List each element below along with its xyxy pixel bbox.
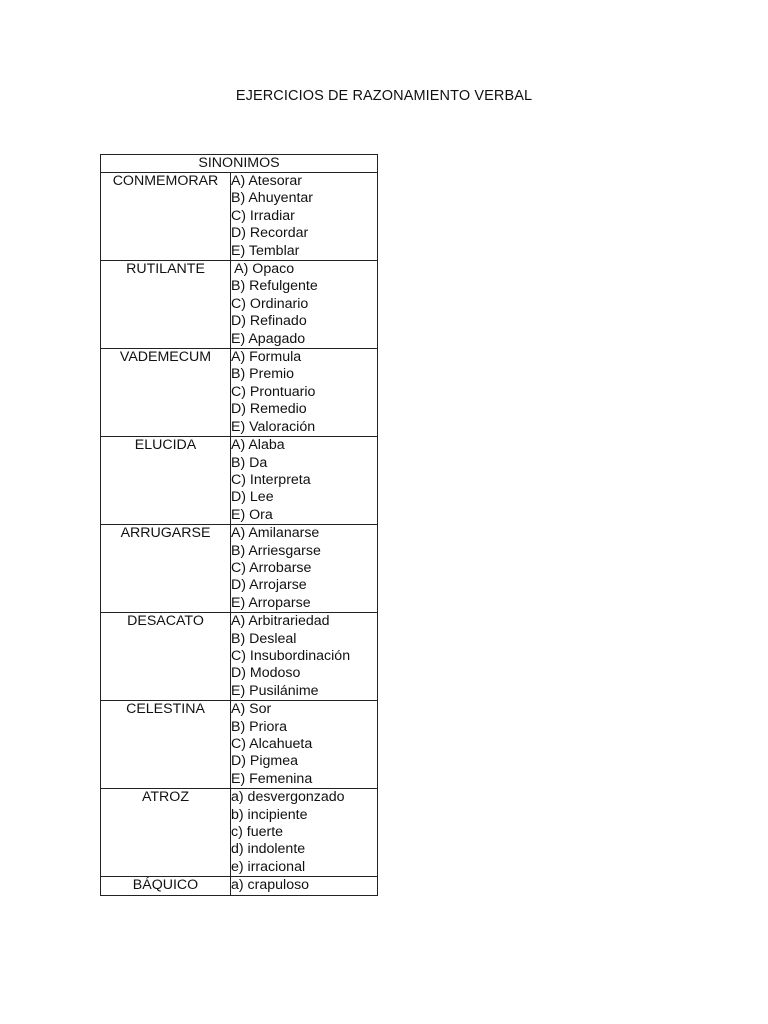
answer-option: D) Remedio (231, 401, 307, 418)
answer-options (231, 877, 378, 895)
table-row (101, 789, 378, 877)
answer-option: D) Refinado (231, 313, 307, 330)
answer-option: d) indolente (231, 841, 306, 858)
answer-option: A) Opaco (231, 261, 295, 278)
table-body (101, 173, 378, 896)
answer-option: B) Ahuyentar (231, 190, 314, 207)
answer-option: b) incipiente (231, 806, 308, 823)
answer-option: D) Lee (231, 489, 274, 506)
answer-options (231, 173, 378, 261)
answer-option: B) Premio (231, 366, 295, 383)
question-word: ELUCIDA (101, 437, 231, 525)
table-row (101, 877, 378, 895)
answer-options (231, 437, 378, 525)
answer-option: D) Modoso (231, 665, 301, 682)
table-row (101, 525, 378, 613)
answer-option: E) Femenina (231, 770, 313, 787)
answer-option: C) Insubordinación (231, 647, 351, 664)
question-word: RUTILANTE (101, 261, 231, 349)
answer-options (231, 525, 378, 613)
answer-option: E) Temblar (231, 242, 300, 259)
answer-option: C) Interpreta (231, 471, 311, 488)
answer-option: E) Apagado (231, 330, 306, 347)
answer-option: C) Irradiar (231, 207, 295, 224)
answer-option: c) fuerte (231, 824, 284, 841)
table-row (101, 261, 378, 349)
answer-options (231, 701, 378, 789)
answer-option: A) Arbitrariedad (231, 613, 330, 630)
question-word: VADEMECUM (101, 349, 231, 437)
answer-option: C) Prontuario (231, 383, 316, 400)
answer-options (231, 789, 378, 877)
table-row (101, 701, 378, 789)
question-word: ATROZ (101, 789, 231, 877)
question-word: CONMEMORAR (101, 173, 231, 261)
answer-option: E) Pusilánime (231, 682, 319, 699)
synonyms-table (100, 154, 378, 896)
question-word: DESACATO (101, 613, 231, 701)
table-row (101, 613, 378, 701)
answer-option: D) Recordar (231, 225, 309, 242)
answer-option: C) Alcahueta (231, 736, 313, 752)
answer-options (231, 261, 378, 349)
question-word: CELESTINA (101, 701, 231, 789)
answer-option: e) irracional (231, 858, 306, 875)
answer-option: a) crapuloso (231, 877, 310, 894)
answer-option: B) Priora (231, 718, 287, 735)
table-row (101, 437, 378, 525)
table-header-row (101, 155, 378, 173)
answer-option: D) Arrojarse (231, 577, 307, 594)
answer-option: A) Sor (231, 701, 272, 718)
answer-option: D) Pigmea (231, 753, 299, 770)
answer-option: A) Atesorar (231, 173, 302, 189)
answer-option: a) desvergonzado (231, 789, 345, 806)
page-title: EJERCICIOS DE RAZONAMIENTO VERBAL (235, 88, 533, 104)
answer-option: A) Alaba (231, 437, 285, 454)
answer-options (231, 613, 378, 701)
answer-option: E) Ora (231, 506, 273, 523)
question-word: ARRUGARSE (101, 525, 231, 613)
answer-option: E) Arroparse (231, 594, 311, 611)
answer-option: B) Arriesgarse (231, 542, 321, 559)
answer-option: B) Da (231, 454, 268, 471)
answer-option: E) Valoración (231, 418, 316, 435)
answer-options (231, 349, 378, 437)
question-word: BÁQUICO (101, 877, 231, 895)
table-header: SINONIMOS (101, 155, 378, 173)
answer-option: B) Desleal (231, 630, 297, 647)
table-row (101, 173, 378, 261)
answer-option: C) Arrobarse (231, 559, 312, 576)
table-row (101, 349, 378, 437)
answer-option: A) Formula (231, 349, 302, 366)
answer-option: B) Refulgente (231, 278, 318, 295)
answer-option: C) Ordinario (231, 295, 309, 312)
answer-option: A) Amilanarse (231, 525, 320, 542)
